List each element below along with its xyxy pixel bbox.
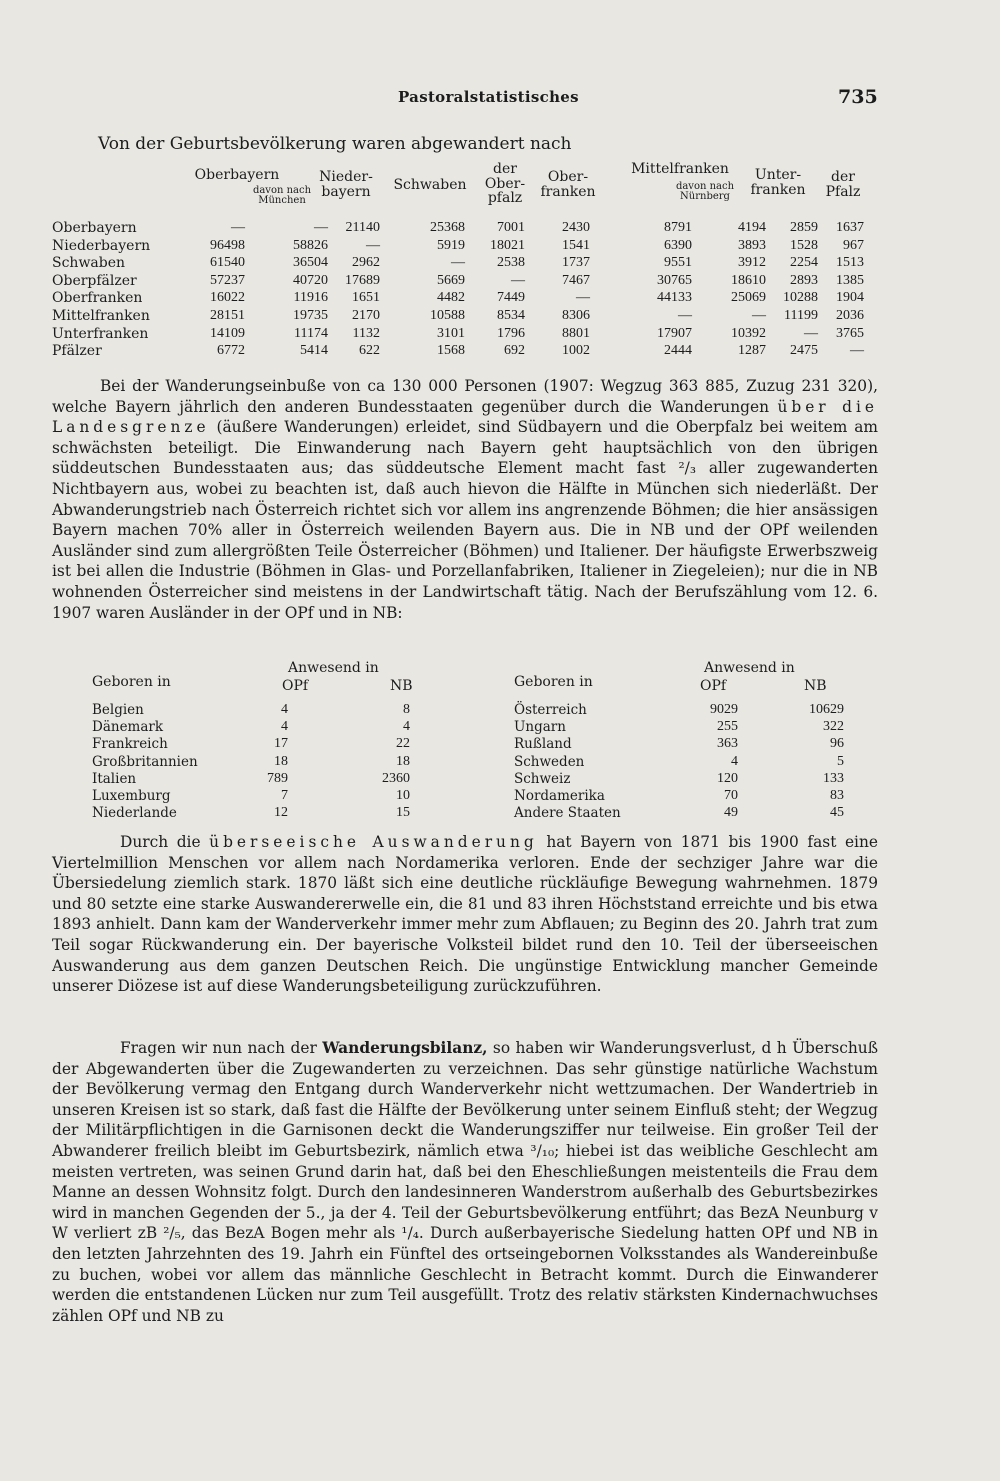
- country-name: Nordamerika: [514, 788, 605, 804]
- table-cell: 11916: [293, 290, 328, 306]
- count-nb: 4: [403, 719, 410, 735]
- paragraph-auswanderung: Durch die überseeische Auswanderung hat Bayern von 1871 bis 1900 fast eine Viertelmillion Menschen vor allem nach Nordamerika verloren. Ende der sechziger Jahre war die Übersiedelung ziemlich stark. 1870 läßt sich eine deutliche rückläufige Bewegung wahrnehmen. 1879 und 80 setzte eine starke Auswandererwelle ein, die 81 und 83 ihren Höchststand erreichte und bis etwa 1893 anhielt. Dann kam der Wanderverkehr immer mehr zum Abflauen; zu Beginn des 20. Jahrh trat zum Teil sogar Rückwanderung ein. Der bayerische Volksteil bildet rund den 10. Teil der überseeischen Auswanderung aus dem ganzen Deutschen Reich. Die ungünstige Entwicklung mancher Gemeinde unserer Diözese ist auf diese Wanderungsbeteiligung zurückzuführen.: [52, 833, 878, 996]
- count-opf: 18: [274, 753, 288, 769]
- paragraph-wanderungseinbusse: Bei der Wanderungseinbuße von ca 130 000 Personen (1907: Wegzug 363 885, Zuzug 231 320), welche Bayern jährlich den anderen Bundesstaaten gegenüber durch die Wanderungen über die Landesgrenze (äußere Wanderungen) erleidet, sind Südbayern und die Oberpfalz bei weitem am schwächsten beteiligt. Die Einwanderung nach Bayern geht hauptsächlich von den übrigen süddeutschen Bundesstaaten aus; das süddeutsche Element macht fast ²/₃ aller zugewanderten Nichtbayern aus, wobei zu beachten ist, daß auch hievon die Hälfte in München sich niederläßt. Der Abwanderungstrieb nach Österreich richtet sich vor allem ins angrenzende Böhmen; die hier ansässigen Bayern machen 70% aller in Österreich weilenden Bayern aus. Die in NB und der OPf weilenden Ausländer sind zum allergrößten Teile Österreicher (Böhmen) und Italiener. Der häufigste Erwerbszweig ist bei allen die Industrie (Böhmen in Glas- und Porzellanfabriken, Italiener in Ziegeleien); nur die in NB wohnenden Österreicher sind meistens in der Landwirtschaft tätig. Nach der Berufszählung vom 12. 6. 1907 waren Ausländer in der OPf und in NB:: [52, 377, 878, 622]
- count-nb: 8: [403, 702, 410, 717]
- table-cell: 18021: [490, 237, 525, 253]
- country-name: Schweden: [514, 753, 585, 770]
- table-cell: 7467: [562, 272, 590, 288]
- table-row: [514, 788, 854, 803]
- table-cell: 1904: [836, 290, 864, 306]
- table-cell: 8791: [664, 220, 692, 235]
- row-label: Oberpfälzer: [52, 272, 137, 289]
- table-cell: 40720: [293, 272, 328, 288]
- running-title: Pastoralstatistisches: [398, 88, 579, 106]
- col-header-nuernberg: davon nach Nürnberg: [675, 181, 735, 202]
- count-nb: 10629: [809, 702, 844, 717]
- col-header-schwaben: Schwaben: [393, 177, 467, 193]
- table-row: [92, 771, 432, 786]
- table-cell: 16022: [210, 290, 245, 306]
- row-label: Niederbayern: [52, 237, 151, 254]
- count-opf: 49: [724, 805, 738, 821]
- table-cell: 9551: [664, 255, 692, 271]
- page-number: 735: [838, 86, 878, 108]
- row-label: Oberfranken: [52, 290, 143, 307]
- table-cell: —: [314, 220, 328, 235]
- table-cell: 1637: [836, 220, 864, 235]
- count-nb: 2360: [382, 770, 410, 786]
- table-row: [92, 702, 432, 717]
- count-nb: 45: [830, 805, 844, 821]
- row-label: Pfälzer: [52, 343, 102, 360]
- header-present-right: Anwesend in: [704, 660, 795, 676]
- table-cell: 58826: [293, 237, 328, 253]
- table-cell: 8534: [497, 308, 525, 323]
- row-label: Oberbayern: [52, 220, 137, 236]
- country-name: Österreich: [514, 702, 587, 718]
- row-label: Mittelfranken: [52, 308, 150, 324]
- table-cell: 2859: [790, 220, 818, 235]
- table-cell: 10392: [731, 325, 766, 341]
- table-row: [92, 788, 432, 803]
- count-opf: 12: [274, 805, 288, 821]
- table-row: [514, 805, 854, 820]
- header-nb-right: NB: [804, 678, 827, 694]
- table-cell: 1651: [352, 290, 380, 306]
- header-born-left: Geboren in: [92, 674, 171, 690]
- count-opf: 255: [717, 719, 738, 735]
- count-opf: 4: [281, 719, 288, 735]
- table-cell: 21140: [345, 220, 380, 235]
- col-header-niederbayern: Nieder-bayern: [319, 169, 373, 200]
- count-nb: 10: [396, 788, 410, 803]
- count-nb: 15: [396, 805, 410, 821]
- table-cell: 28151: [210, 308, 245, 323]
- count-nb: 18: [396, 753, 410, 769]
- table-cell: —: [366, 237, 380, 253]
- table-cell: 2430: [562, 220, 590, 235]
- count-opf: 17: [274, 736, 288, 752]
- table-cell: 2170: [352, 308, 380, 323]
- table-cell: 967: [843, 237, 864, 253]
- header-opf-right: OPf: [700, 678, 727, 694]
- count-nb: 5: [837, 753, 844, 769]
- table-row: [92, 754, 432, 769]
- col-header-oberfranken: Ober-franken: [540, 169, 596, 200]
- country-name: Italien: [92, 770, 137, 787]
- table-row: [52, 308, 878, 325]
- table-cell: 8801: [562, 325, 590, 341]
- table-cell: 4194: [738, 220, 766, 235]
- table-cell: 5669: [437, 272, 465, 288]
- table-cell: —: [231, 220, 245, 235]
- table-cell: 11199: [784, 308, 818, 323]
- count-nb: 96: [830, 736, 844, 752]
- table-row: [92, 719, 432, 734]
- table-row: [514, 754, 854, 769]
- table-cell: 2444: [664, 343, 692, 359]
- table-cell: 5414: [300, 343, 328, 359]
- table-cell: 18610: [731, 272, 766, 288]
- table-cell: —: [511, 272, 525, 288]
- table-cell: 14109: [210, 325, 245, 341]
- table-cell: 57237: [210, 272, 245, 288]
- table-cell: 19735: [293, 308, 328, 323]
- table-cell: 3893: [738, 237, 766, 253]
- table-row: [52, 343, 878, 360]
- table-cell: 2475: [790, 343, 818, 359]
- col-header-muenchen: davon nach München: [252, 185, 312, 206]
- country-name: Niederlande: [92, 805, 177, 822]
- table-row: [514, 771, 854, 786]
- table-cell: 61540: [210, 255, 245, 271]
- table-row: [514, 719, 854, 734]
- country-name: Schweiz: [514, 770, 571, 787]
- count-opf: 789: [267, 770, 288, 786]
- table-cell: 25368: [430, 220, 465, 235]
- table-cell: —: [576, 290, 590, 306]
- table-row: [52, 273, 878, 290]
- table-cell: 1287: [738, 343, 766, 359]
- count-opf: 4: [281, 702, 288, 717]
- table-row: [52, 255, 878, 272]
- table-cell: 3101: [437, 325, 465, 341]
- table-cell: 30765: [657, 272, 692, 288]
- table-cell: 6772: [217, 343, 245, 359]
- paragraph-wanderungsbilanz: Fragen wir nun nach der Wanderungsbilanz, so haben wir Wanderungsverlust, d h Überschuß der Abgewanderten über die Zugewanderten zu verzeichnen. Das sehr günstige natürliche Wachstum der Bevölkerung vermag den Entgang durch Wanderverkehr nicht wettzumachen. Der Wandertrieb in unseren Kreisen ist so stark, daß fast die Hälfte der Bevölkerung unter seinem Einfluß steht; der Wegzug der Militärpflichtigen in die Garnisonen deckt die Wanderungsziffer nur teilweise. Ein großer Teil der Abwanderer freilich bleibt im Geburtsbezirk, nämlich etwa ³/₁₀; hiebei ist das weibliche Geschlecht am meisten vertreten, was seinen Grund darin hat, daß bei den Eheschließungen meistenteils die Frau dem Manne an dessen Wohnsitz folgt. Durch den landesinneren Wanderstrom außerhalb des Geburtsbezirkes wird in manchen Gegenden der 5., ja der 4. Teil der Geburtsbevölkerung entführt; das BezA Neunburg v W verliert zB ²/₅, das BezA Bogen mehr als ¹/₄. Durch außerbayerische Siedelung hatten OPf und NB in den letzten Jahrzehnten des 19. Jahrh ein Fünftel des ortseingebornen Volksstandes als Wandereinbuße zu buchen, wobei vor allem das männliche Geschlecht in Betracht kommt. Durch die Einwanderer werden die entstandenen Lücken nur zum Teil ausgefüllt. Trotz des relativ stärksten Kindernachwuchses zählen OPf und NB zu: [52, 1039, 878, 1325]
- country-name: Frankreich: [92, 736, 168, 753]
- table-cell: 7001: [497, 220, 525, 235]
- table-cell: 10288: [783, 290, 818, 306]
- count-nb: 133: [823, 770, 844, 786]
- table-cell: 622: [359, 343, 380, 359]
- table-cell: 1385: [836, 272, 864, 288]
- table-cell: 2962: [352, 255, 380, 271]
- count-opf: 9029: [710, 702, 738, 717]
- row-label: Unterfranken: [52, 325, 149, 342]
- table-cell: 1513: [836, 255, 864, 271]
- country-name: Ungarn: [514, 719, 566, 736]
- table-cell: 1737: [562, 255, 590, 271]
- count-opf: 7: [281, 788, 288, 803]
- table-cell: —: [752, 308, 766, 323]
- table-cell: 2893: [790, 272, 818, 288]
- country-name: Belgien: [92, 702, 144, 718]
- table-row: [514, 736, 854, 751]
- table-cell: 17689: [345, 272, 380, 288]
- row-label: Schwaben: [52, 255, 126, 272]
- table-cell: 1528: [790, 237, 818, 253]
- table-cell: 36504: [293, 255, 328, 271]
- header-born-right: Geboren in: [514, 674, 593, 690]
- count-opf: 70: [724, 788, 738, 803]
- table-cell: 1541: [562, 237, 590, 253]
- header-present-left: Anwesend in: [288, 660, 379, 676]
- col-header-oberpfalz: der Ober-pfalz: [484, 161, 526, 207]
- table-cell: 8306: [562, 308, 590, 323]
- table-cell: —: [804, 325, 818, 341]
- col-header-mittelfranken: Mittelfranken: [631, 161, 729, 177]
- table-cell: 2254: [790, 255, 818, 271]
- table-cell: 17907: [657, 325, 692, 341]
- table-cell: 4482: [437, 290, 465, 306]
- col-header-unterfranken: Unter-franken: [750, 167, 806, 198]
- table-cell: 44133: [657, 290, 692, 306]
- table-cell: 10588: [430, 308, 465, 323]
- table-cell: —: [451, 255, 465, 271]
- table-cell: 1002: [562, 343, 590, 359]
- table-cell: 1568: [437, 343, 465, 359]
- country-name: Andere Staaten: [514, 805, 621, 822]
- table-row: [52, 290, 878, 307]
- table-cell: —: [850, 343, 864, 359]
- table-cell: 11174: [294, 325, 328, 341]
- country-name: Rußland: [514, 736, 572, 753]
- col-header-oberbayern: Oberbayern: [194, 167, 280, 183]
- table-cell: 3765: [836, 325, 864, 341]
- table-row: [52, 238, 878, 255]
- table-cell: 3912: [738, 255, 766, 271]
- table-row: [52, 326, 878, 343]
- table-cell: —: [678, 308, 692, 323]
- table-cell: 5919: [437, 237, 465, 253]
- table-row: [514, 702, 854, 717]
- table-cell: 25069: [731, 290, 766, 306]
- table-row: [92, 805, 432, 820]
- count-opf: 363: [717, 736, 738, 752]
- count-nb: 22: [396, 736, 410, 752]
- table-cell: 7449: [497, 290, 525, 306]
- table1-heading: Von der Geburtsbevölkerung waren abgewandert nach: [98, 134, 572, 154]
- header-nb-left: NB: [390, 678, 413, 694]
- table-cell: 1796: [497, 325, 525, 341]
- table-cell: 2036: [836, 308, 864, 323]
- table-cell: 2538: [497, 255, 525, 271]
- header-opf-left: OPf: [282, 678, 309, 694]
- country-name: Dänemark: [92, 719, 164, 736]
- table-cell: 96498: [210, 237, 245, 253]
- count-opf: 4: [731, 753, 738, 769]
- count-nb: 83: [830, 788, 844, 803]
- country-name: Großbritannien: [92, 753, 198, 770]
- table-row: [92, 736, 432, 751]
- table-cell: 692: [504, 343, 525, 359]
- table-cell: 1132: [352, 325, 380, 341]
- col-header-pfalz: der Pfalz: [825, 169, 861, 200]
- count-nb: 322: [823, 719, 844, 735]
- count-opf: 120: [717, 770, 738, 786]
- table-row: [52, 220, 878, 237]
- country-name: Luxemburg: [92, 788, 171, 804]
- table-cell: 6390: [664, 237, 692, 253]
